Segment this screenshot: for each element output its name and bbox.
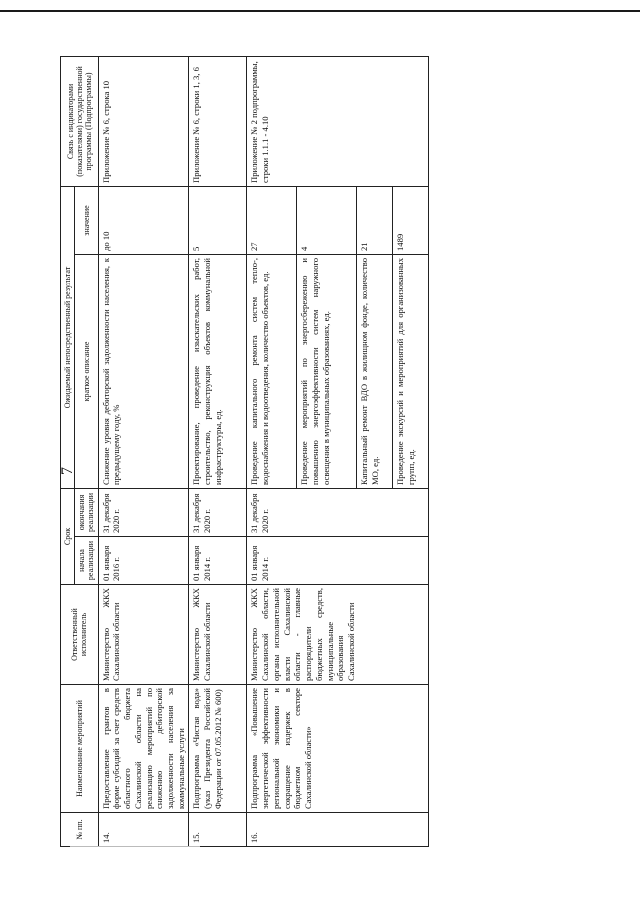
row-link: Приложение № 6, строка 10: [98, 56, 189, 186]
row-responsible: Министерство ЖКХ Сахалинской области: [98, 585, 189, 685]
table-row: [98, 56, 189, 846]
subrow-description: Капитальный ремонт ВДО в жилищном фонде, количество МО, ед.: [357, 254, 393, 488]
header-link: Связь с индикаторами (показателями) государственной программы (Подпрограммы): [61, 56, 99, 186]
subrow-description: Проведение мероприятий по энергосбережению и повышению энергоэффективности систем наружного освещения в муниципальных образованиях, ед.: [297, 254, 357, 488]
row-responsible: Министерство ЖКХ Сахалинской области, органы исполнительной власти Сахалинской области - главные распорядители бюджетных средств, муниципальные образования Сахалинской области: [247, 585, 429, 685]
row-name: Подпрограмма «Чистая вода» (указ Президента Российской Федерации от 07.05.2012 № 600): [189, 685, 247, 813]
header-responsible: Ответственный исполнитель: [61, 585, 99, 685]
table-row: [247, 56, 297, 846]
rotated-table-container: [60, 57, 580, 847]
page-number: 7: [59, 467, 76, 475]
row-link: Приложение № 2 подпрограммы, строки 1.1.1 - 4.10: [247, 56, 429, 186]
table-row: [189, 56, 247, 846]
header-num: № пп.: [61, 813, 99, 847]
row-num: 15.: [189, 813, 247, 847]
row-end: 31 декабря 2020 г.: [189, 488, 247, 536]
subrow-value: 4: [297, 186, 357, 254]
header-end: окончания реализации: [75, 488, 98, 536]
header-deadline: Срок: [61, 488, 75, 584]
row-responsible: Министерство ЖКХ Сахалинской области: [189, 585, 247, 685]
header-start: начала реализации: [75, 537, 98, 585]
row-value: до 10: [98, 186, 189, 254]
subrow-value: 1489: [393, 186, 429, 254]
header-result: Ожидаемый непосредственный результат: [61, 186, 75, 488]
header-description: краткое описание: [75, 254, 98, 488]
row-description: Проектирование, проведение изыскательских работ, строительство, реконструкция объектов коммунальной инфраструктуры, ед.: [189, 254, 247, 488]
row-link: Приложение № 6, строки 1, 3, 6: [189, 56, 247, 186]
row-end: 31 декабря 2020 г.: [247, 488, 429, 536]
top-border-line: [0, 10, 640, 12]
row-description: Снижение уровня дебиторской задолженности населения, к предыдущему году, %: [98, 254, 189, 488]
row-value: 5: [189, 186, 247, 254]
row-description: Проведение капитального ремонта систем тепло-, водоснабжения и водоотведения, количество объектов, ед.: [247, 254, 297, 488]
row-num: 14.: [98, 813, 189, 847]
row-start: 01 января 2014 г.: [189, 537, 247, 585]
header-name: Наименование мероприятий: [61, 685, 99, 813]
row-start: 01 января 2014 г.: [247, 537, 429, 585]
subrow-value: 21: [357, 186, 393, 254]
row-name: Предоставление грантов в форме субсидий за счет средств областного бюджета Сахалинской области на реализацию мероприятий по снижению дебиторской задолженности населения за коммунальные услуги: [98, 685, 189, 813]
row-end: 31 декабря 2020 г.: [98, 488, 189, 536]
row-value: 27: [247, 186, 297, 254]
row-num: 16.: [247, 813, 429, 847]
row-name: Подпрограмма «Повышение энергетической эффективности региональной экономики и сокращение издержек в бюджетном секторе Сахалинской области»: [247, 685, 429, 813]
scan-mark: [70, 846, 200, 847]
header-value: значение: [75, 186, 98, 254]
row-start: 01 января 2016 г.: [98, 537, 189, 585]
subrow-description: Проведение экскурсий и мероприятий для организованных групп, ед.: [393, 254, 429, 488]
measures-table: [60, 56, 429, 847]
